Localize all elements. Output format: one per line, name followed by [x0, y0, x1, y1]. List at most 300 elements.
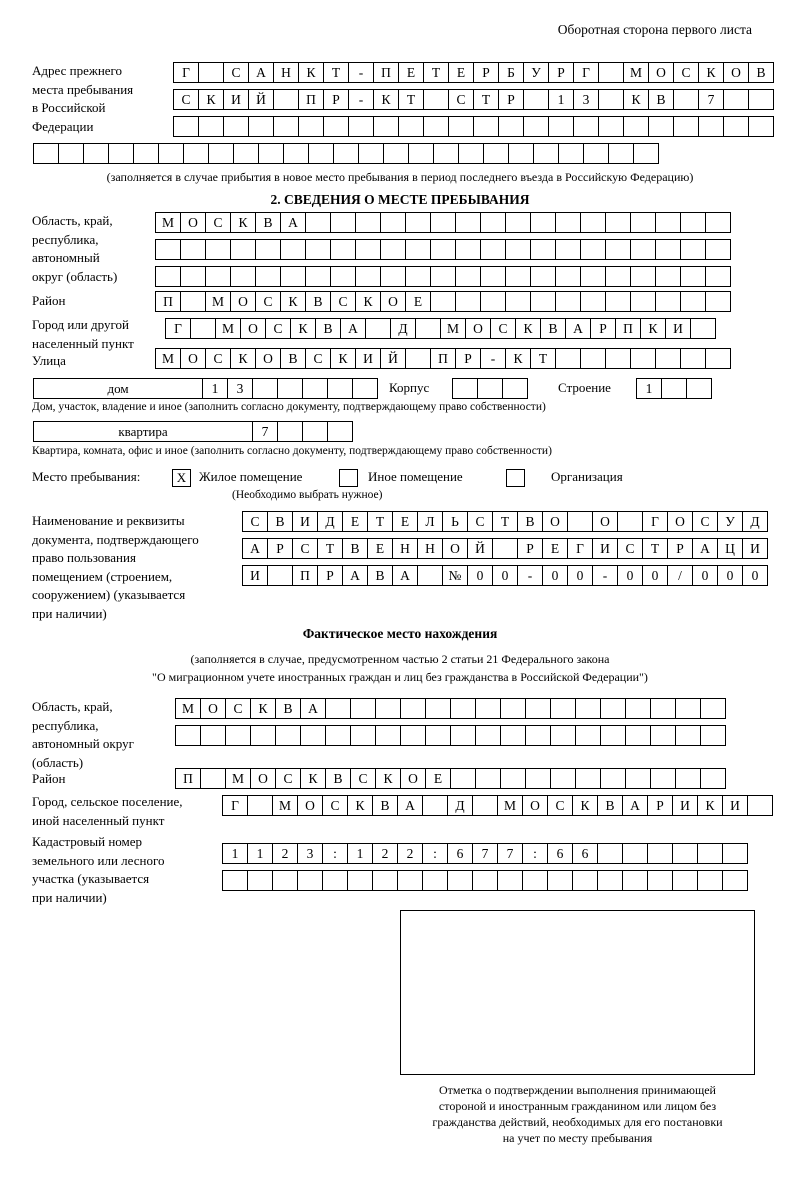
char-box[interactable]: 0 — [742, 565, 768, 586]
char-box[interactable] — [400, 725, 426, 746]
char-box[interactable] — [405, 212, 431, 233]
char-box[interactable]: Е — [398, 62, 424, 83]
char-box[interactable] — [661, 378, 687, 399]
char-box[interactable] — [700, 698, 726, 719]
char-box[interactable] — [258, 143, 284, 164]
char-box[interactable]: И — [242, 565, 268, 586]
char-box[interactable]: А — [280, 212, 306, 233]
char-box[interactable]: О — [297, 795, 323, 816]
char-box[interactable]: - — [517, 565, 543, 586]
char-box[interactable] — [200, 725, 226, 746]
char-box[interactable]: - — [348, 89, 374, 110]
char-box[interactable]: 7 — [497, 843, 523, 864]
char-box[interactable]: В — [275, 698, 301, 719]
char-box[interactable]: К — [300, 768, 326, 789]
char-box[interactable] — [680, 266, 706, 287]
char-box[interactable]: О — [380, 291, 406, 312]
char-box[interactable]: С — [617, 538, 643, 559]
prev-address-row-1[interactable] — [173, 62, 773, 83]
char-box[interactable]: Р — [317, 565, 343, 586]
char-box[interactable]: С — [490, 318, 516, 339]
char-box[interactable] — [308, 143, 334, 164]
char-box[interactable]: Й — [467, 538, 493, 559]
char-box[interactable] — [573, 116, 599, 137]
char-box[interactable]: 2 — [372, 843, 398, 864]
char-box[interactable] — [650, 768, 676, 789]
char-box[interactable] — [183, 143, 209, 164]
document-row-1[interactable] — [242, 511, 767, 532]
char-box[interactable]: В — [648, 89, 674, 110]
char-box[interactable] — [358, 143, 384, 164]
char-box[interactable] — [550, 698, 576, 719]
char-box[interactable] — [480, 291, 506, 312]
char-box[interactable] — [617, 511, 643, 532]
char-box[interactable] — [58, 143, 84, 164]
char-box[interactable]: С — [330, 291, 356, 312]
char-box[interactable]: Р — [667, 538, 693, 559]
char-box[interactable]: К — [505, 348, 531, 369]
char-box[interactable] — [430, 239, 456, 260]
char-box[interactable]: П — [615, 318, 641, 339]
char-box[interactable] — [555, 239, 581, 260]
char-box[interactable]: И — [355, 348, 381, 369]
char-box[interactable]: М — [215, 318, 241, 339]
char-box[interactable] — [173, 116, 199, 137]
char-box[interactable] — [175, 725, 201, 746]
flat-cells[interactable] — [252, 421, 352, 442]
char-box[interactable] — [500, 768, 526, 789]
actual-city-row[interactable] — [222, 795, 772, 816]
char-box[interactable] — [223, 116, 249, 137]
char-box[interactable] — [355, 212, 381, 233]
char-box[interactable] — [180, 266, 206, 287]
char-box[interactable]: К — [280, 291, 306, 312]
char-box[interactable]: П — [373, 62, 399, 83]
char-box[interactable]: Т — [530, 348, 556, 369]
char-box[interactable]: Т — [492, 511, 518, 532]
actual-region-row-2[interactable] — [175, 725, 725, 746]
section2-region-row-2[interactable] — [155, 239, 730, 260]
char-box[interactable]: Е — [392, 511, 418, 532]
char-box[interactable]: И — [665, 318, 691, 339]
char-box[interactable]: В — [342, 538, 368, 559]
char-box[interactable] — [430, 212, 456, 233]
char-box[interactable]: К — [640, 318, 666, 339]
char-box[interactable]: В — [372, 795, 398, 816]
char-box[interactable]: А — [340, 318, 366, 339]
char-box[interactable]: К — [198, 89, 224, 110]
char-box[interactable]: В — [597, 795, 623, 816]
char-box[interactable]: К — [355, 291, 381, 312]
char-box[interactable] — [497, 870, 523, 891]
char-box[interactable] — [622, 870, 648, 891]
char-box[interactable]: П — [292, 565, 318, 586]
char-box[interactable]: К — [697, 795, 723, 816]
char-box[interactable] — [280, 239, 306, 260]
char-box[interactable]: А — [622, 795, 648, 816]
char-box[interactable] — [575, 698, 601, 719]
prev-address-row-4[interactable] — [33, 143, 658, 164]
char-box[interactable] — [605, 239, 631, 260]
char-box[interactable] — [472, 795, 498, 816]
char-box[interactable] — [673, 89, 699, 110]
char-box[interactable]: С — [275, 768, 301, 789]
char-box[interactable] — [498, 116, 524, 137]
char-box[interactable] — [722, 843, 748, 864]
char-box[interactable]: : — [522, 843, 548, 864]
char-box[interactable]: К — [698, 62, 724, 83]
char-box[interactable]: М — [155, 348, 181, 369]
char-box[interactable] — [686, 378, 712, 399]
char-box[interactable]: О — [522, 795, 548, 816]
char-box[interactable] — [305, 239, 331, 260]
char-box[interactable] — [325, 698, 351, 719]
char-box[interactable] — [267, 565, 293, 586]
char-box[interactable]: О — [180, 348, 206, 369]
korpus-cells[interactable] — [452, 378, 527, 399]
char-box[interactable]: В — [267, 511, 293, 532]
char-box[interactable] — [505, 266, 531, 287]
char-box[interactable]: Р — [498, 89, 524, 110]
char-box[interactable]: Д — [390, 318, 416, 339]
char-box[interactable] — [580, 348, 606, 369]
char-box[interactable]: П — [430, 348, 456, 369]
char-box[interactable]: 1 — [548, 89, 574, 110]
char-box[interactable]: С — [673, 62, 699, 83]
char-box[interactable] — [458, 143, 484, 164]
char-box[interactable]: М — [497, 795, 523, 816]
char-box[interactable]: - — [480, 348, 506, 369]
actual-district-row[interactable] — [175, 768, 725, 789]
char-box[interactable] — [297, 870, 323, 891]
char-box[interactable] — [425, 725, 451, 746]
char-box[interactable] — [598, 89, 624, 110]
cadastral-row-1[interactable] — [222, 843, 747, 864]
char-box[interactable]: Д — [317, 511, 343, 532]
char-box[interactable] — [655, 212, 681, 233]
char-box[interactable] — [525, 768, 551, 789]
char-box[interactable]: Е — [425, 768, 451, 789]
char-box[interactable] — [575, 725, 601, 746]
char-box[interactable]: С — [322, 795, 348, 816]
char-box[interactable] — [452, 378, 478, 399]
char-box[interactable]: П — [175, 768, 201, 789]
char-box[interactable] — [225, 725, 251, 746]
char-box[interactable] — [633, 143, 659, 164]
char-box[interactable] — [505, 291, 531, 312]
char-box[interactable]: Т — [317, 538, 343, 559]
char-box[interactable] — [422, 870, 448, 891]
char-box[interactable] — [502, 378, 528, 399]
char-box[interactable] — [580, 239, 606, 260]
char-box[interactable] — [675, 698, 701, 719]
char-box[interactable]: Р — [323, 89, 349, 110]
char-box[interactable] — [705, 291, 731, 312]
char-box[interactable] — [623, 116, 649, 137]
char-box[interactable] — [673, 116, 699, 137]
char-box[interactable]: И — [592, 538, 618, 559]
char-box[interactable] — [383, 143, 409, 164]
char-box[interactable] — [455, 291, 481, 312]
char-box[interactable]: Г — [567, 538, 593, 559]
char-box[interactable] — [575, 768, 601, 789]
char-box[interactable] — [83, 143, 109, 164]
char-box[interactable] — [475, 768, 501, 789]
char-box[interactable]: К — [515, 318, 541, 339]
char-box[interactable]: Г — [222, 795, 248, 816]
char-box[interactable] — [33, 143, 59, 164]
char-box[interactable] — [505, 239, 531, 260]
char-box[interactable] — [375, 725, 401, 746]
char-box[interactable]: С — [305, 348, 331, 369]
char-box[interactable] — [190, 318, 216, 339]
char-box[interactable] — [273, 116, 299, 137]
char-box[interactable]: М — [440, 318, 466, 339]
char-box[interactable] — [305, 212, 331, 233]
char-box[interactable] — [500, 698, 526, 719]
char-box[interactable]: С — [242, 511, 268, 532]
char-box[interactable]: 0 — [617, 565, 643, 586]
char-box[interactable] — [550, 768, 576, 789]
char-box[interactable] — [600, 768, 626, 789]
char-box[interactable]: О — [180, 212, 206, 233]
char-box[interactable]: М — [175, 698, 201, 719]
char-box[interactable] — [417, 565, 443, 586]
char-box[interactable]: Г — [173, 62, 199, 83]
char-box[interactable] — [450, 698, 476, 719]
char-box[interactable] — [605, 348, 631, 369]
char-box[interactable] — [252, 378, 278, 399]
char-box[interactable]: В — [280, 348, 306, 369]
char-box[interactable] — [605, 212, 631, 233]
char-box[interactable] — [480, 212, 506, 233]
char-box[interactable] — [567, 511, 593, 532]
char-box[interactable]: 1 — [247, 843, 273, 864]
char-box[interactable] — [180, 291, 206, 312]
char-box[interactable]: Н — [273, 62, 299, 83]
char-box[interactable]: Г — [165, 318, 191, 339]
char-box[interactable] — [330, 212, 356, 233]
char-box[interactable]: С — [547, 795, 573, 816]
char-box[interactable] — [280, 266, 306, 287]
char-box[interactable]: С — [692, 511, 718, 532]
char-box[interactable]: М — [623, 62, 649, 83]
char-box[interactable] — [480, 239, 506, 260]
char-box[interactable] — [700, 725, 726, 746]
char-box[interactable]: К — [375, 768, 401, 789]
char-box[interactable]: 1 — [636, 378, 662, 399]
char-box[interactable]: В — [255, 212, 281, 233]
char-box[interactable]: Г — [573, 62, 599, 83]
char-box[interactable] — [450, 725, 476, 746]
char-box[interactable]: О — [723, 62, 749, 83]
char-box[interactable]: И — [292, 511, 318, 532]
char-box[interactable] — [365, 318, 391, 339]
char-box[interactable] — [200, 768, 226, 789]
char-box[interactable] — [355, 239, 381, 260]
char-box[interactable] — [698, 116, 724, 137]
char-box[interactable] — [423, 89, 449, 110]
char-box[interactable] — [408, 143, 434, 164]
char-box[interactable]: М — [272, 795, 298, 816]
char-box[interactable] — [450, 768, 476, 789]
char-box[interactable]: Д — [742, 511, 768, 532]
char-box[interactable] — [180, 239, 206, 260]
char-box[interactable] — [277, 378, 303, 399]
char-box[interactable]: А — [248, 62, 274, 83]
char-box[interactable]: 3 — [227, 378, 253, 399]
char-box[interactable] — [700, 768, 726, 789]
char-box[interactable]: 1 — [202, 378, 228, 399]
char-box[interactable] — [330, 266, 356, 287]
char-box[interactable] — [472, 870, 498, 891]
char-box[interactable] — [455, 266, 481, 287]
char-box[interactable] — [400, 698, 426, 719]
char-box[interactable] — [705, 212, 731, 233]
char-box[interactable] — [447, 870, 473, 891]
document-row-3[interactable] — [242, 565, 767, 586]
char-box[interactable]: С — [467, 511, 493, 532]
char-box[interactable]: О — [442, 538, 468, 559]
char-box[interactable] — [525, 725, 551, 746]
cadastral-row-2[interactable] — [222, 870, 747, 891]
char-box[interactable] — [672, 843, 698, 864]
char-box[interactable] — [630, 212, 656, 233]
char-box[interactable] — [325, 725, 351, 746]
char-box[interactable] — [283, 143, 309, 164]
char-box[interactable] — [547, 870, 573, 891]
char-box[interactable]: В — [748, 62, 774, 83]
char-box[interactable] — [598, 116, 624, 137]
char-box[interactable]: К — [373, 89, 399, 110]
char-box[interactable] — [630, 348, 656, 369]
char-box[interactable] — [548, 116, 574, 137]
char-box[interactable] — [522, 870, 548, 891]
char-box[interactable] — [277, 421, 303, 442]
section2-region-row-1[interactable] — [155, 212, 730, 233]
char-box[interactable]: Т — [367, 511, 393, 532]
char-box[interactable] — [680, 239, 706, 260]
char-box[interactable]: Ц — [717, 538, 743, 559]
char-box[interactable]: Т — [423, 62, 449, 83]
char-box[interactable]: 2 — [397, 843, 423, 864]
char-box[interactable] — [198, 62, 224, 83]
char-box[interactable]: А — [392, 565, 418, 586]
char-box[interactable]: К — [347, 795, 373, 816]
char-box[interactable] — [625, 725, 651, 746]
char-box[interactable]: О — [230, 291, 256, 312]
char-box[interactable]: Ь — [442, 511, 468, 532]
char-box[interactable]: А — [300, 698, 326, 719]
char-box[interactable] — [350, 725, 376, 746]
char-box[interactable] — [605, 266, 631, 287]
char-box[interactable]: С — [350, 768, 376, 789]
char-box[interactable] — [530, 291, 556, 312]
char-box[interactable] — [205, 266, 231, 287]
char-box[interactable]: С — [205, 348, 231, 369]
char-box[interactable] — [555, 266, 581, 287]
char-box[interactable] — [605, 291, 631, 312]
char-box[interactable] — [597, 870, 623, 891]
char-box[interactable] — [523, 89, 549, 110]
char-box[interactable]: О — [667, 511, 693, 532]
char-box[interactable] — [208, 143, 234, 164]
char-box[interactable]: В — [367, 565, 393, 586]
char-box[interactable] — [650, 725, 676, 746]
char-box[interactable] — [580, 266, 606, 287]
char-box[interactable] — [655, 266, 681, 287]
char-box[interactable] — [600, 698, 626, 719]
char-box[interactable]: В — [315, 318, 341, 339]
char-box[interactable] — [430, 266, 456, 287]
char-box[interactable] — [597, 843, 623, 864]
char-box[interactable] — [355, 266, 381, 287]
char-box[interactable] — [473, 116, 499, 137]
char-box[interactable] — [723, 89, 749, 110]
char-box[interactable]: С — [225, 698, 251, 719]
char-box[interactable] — [405, 266, 431, 287]
char-box[interactable] — [330, 239, 356, 260]
char-box[interactable]: 0 — [567, 565, 593, 586]
stroenie-cells[interactable] — [636, 378, 711, 399]
char-box[interactable] — [647, 843, 673, 864]
char-box[interactable]: № — [442, 565, 468, 586]
char-box[interactable]: М — [205, 291, 231, 312]
char-box[interactable]: 3 — [297, 843, 323, 864]
char-box[interactable] — [323, 116, 349, 137]
char-box[interactable] — [272, 870, 298, 891]
char-box[interactable]: С — [448, 89, 474, 110]
char-box[interactable] — [275, 725, 301, 746]
char-box[interactable] — [630, 291, 656, 312]
char-box[interactable]: О — [240, 318, 266, 339]
char-box[interactable] — [247, 870, 273, 891]
char-box[interactable]: : — [322, 843, 348, 864]
char-box[interactable]: О — [542, 511, 568, 532]
char-box[interactable] — [380, 212, 406, 233]
char-box[interactable]: Б — [498, 62, 524, 83]
char-box[interactable]: Н — [417, 538, 443, 559]
char-box[interactable] — [255, 266, 281, 287]
char-box[interactable] — [680, 212, 706, 233]
char-box[interactable]: И — [742, 538, 768, 559]
section2-district-row[interactable] — [155, 291, 730, 312]
char-box[interactable]: 7 — [472, 843, 498, 864]
place-type-zhiloe-checkbox[interactable]: Х — [172, 469, 191, 487]
char-box[interactable] — [530, 239, 556, 260]
stamp-box[interactable] — [400, 910, 755, 1075]
char-box[interactable]: У — [717, 511, 743, 532]
char-box[interactable] — [347, 870, 373, 891]
char-box[interactable]: И — [672, 795, 698, 816]
char-box[interactable] — [302, 421, 328, 442]
char-box[interactable] — [415, 318, 441, 339]
char-box[interactable] — [530, 212, 556, 233]
char-box[interactable] — [722, 870, 748, 891]
char-box[interactable] — [302, 378, 328, 399]
char-box[interactable] — [198, 116, 224, 137]
char-box[interactable] — [533, 143, 559, 164]
section2-city-row[interactable] — [165, 318, 715, 339]
char-box[interactable] — [675, 768, 701, 789]
char-box[interactable]: А — [397, 795, 423, 816]
char-box[interactable] — [352, 378, 378, 399]
char-box[interactable] — [380, 266, 406, 287]
char-box[interactable] — [372, 870, 398, 891]
char-box[interactable]: / — [667, 565, 693, 586]
char-box[interactable] — [158, 143, 184, 164]
char-box[interactable] — [525, 698, 551, 719]
